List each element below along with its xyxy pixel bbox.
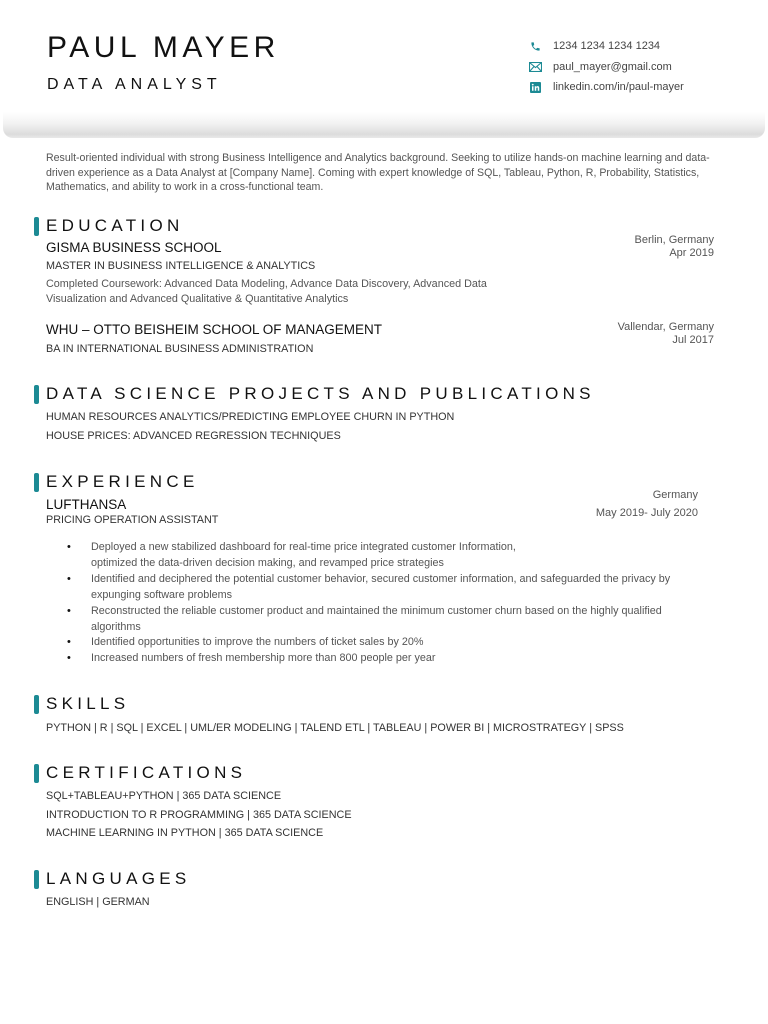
experience-heading: EXPERIENCE [46, 472, 199, 491]
accent-bar [34, 473, 39, 492]
experience-company: LUFTHANSA [46, 497, 127, 512]
certification-item: INTRODUCTION TO R PROGRAMMING | 365 DATA SCIENCE [46, 809, 352, 821]
contact-email[interactable] [528, 57, 684, 78]
education-degree-2: BA IN INTERNATIONAL BUSINESS ADMINISTRATION [46, 343, 314, 355]
education-coursework-1: Completed Coursework: Advanced Data Modeling, Advance Data Discovery, Advanced Data Visualization and Advanced Qualitative & Quantitative Analytics [46, 278, 487, 305]
education-degree-1: MASTER IN BUSINESS INTELLIGENCE & ANALYTICS [46, 260, 316, 272]
accent-bar [34, 870, 39, 889]
experience-bullets [65, 540, 735, 667]
candidate-name: PAUL MAYER [47, 31, 280, 64]
list-item: • Increased numbers of fresh membership more than 800 people per year [65, 651, 735, 667]
accent-bar [34, 217, 39, 236]
section-heading-certifications [34, 763, 246, 783]
candidate-title: DATA ANALYST [47, 76, 222, 93]
skills-list: PYTHON | R | SQL | EXCEL | UML/ER MODELING | TALEND ETL | TABLEAU | POWER BI | MICROSTRATEGY | SPSS [46, 722, 624, 734]
accent-bar [34, 764, 39, 783]
education-heading: EDUCATION [46, 216, 184, 235]
contact-phone [528, 36, 684, 57]
languages-list: ENGLISH | GERMAN [46, 896, 150, 908]
list-item: • Identified opportunities to improve the numbers of ticket sales by 20% [65, 635, 735, 651]
section-heading-languages [34, 869, 191, 889]
education-location-1: Berlin, Germany [634, 234, 714, 246]
education-school-1: GISMA BUSINESS SCHOOL [46, 240, 222, 255]
contact-info [528, 36, 684, 98]
list-item: • Reconstructed the reliable customer product and maintained the minimum customer churn based on the highly qualified algorithms [65, 604, 735, 636]
phone-icon [528, 40, 542, 52]
linkedin-link[interactable]: linkedin.com/in/paul-mayer [553, 81, 684, 94]
certifications-heading: CERTIFICATIONS [46, 763, 247, 782]
list-item: • Deployed a new stabilized dashboard for real-time price integrated customer Information, optimized the data-driven decision making, and revamped price strategies [65, 540, 735, 572]
education-meta-2 [618, 321, 714, 347]
certification-item: MACHINE LEARNING IN PYTHON | 365 DATA SCIENCE [46, 827, 324, 839]
phone-text: 1234 1234 1234 1234 [553, 40, 661, 53]
projects-heading: DATA SCIENCE PROJECTS AND PUBLICATIONS [46, 384, 595, 403]
accent-bar [34, 385, 39, 404]
professional-summary: Result-oriented individual with strong Business Intelligence and Analytics background. Seeking to utilize hands-on machine learning and data-driven experience as a Data Analyst at [Company Name]. Coming with expert knowledge of SQL, Tableau, Python, R, Probability, Statistics, Mathematics, and ability to work in a cross-functional team. [46, 152, 710, 193]
education-location-2: Vallendar, Germany [617, 321, 714, 333]
contact-linkedin[interactable] [528, 77, 684, 98]
languages-heading: LANGUAGES [46, 869, 191, 888]
project-item: HOUSE PRICES: ADVANCED REGRESSION TECHNIQUES [46, 430, 341, 442]
experience-role: PRICING OPERATION ASSISTANT [46, 514, 219, 526]
experience-date: May 2019- July 2020 [595, 507, 698, 519]
education-date-1: Apr 2019 [669, 247, 714, 259]
section-heading-projects [34, 384, 595, 404]
project-item: HUMAN RESOURCES ANALYTICS/PREDICTING EMPLOYEE CHURN IN PYTHON [46, 411, 455, 423]
section-heading-skills [34, 694, 129, 714]
linkedin-icon [528, 81, 542, 93]
education-school-2: WHU – OTTO BEISHEIM SCHOOL OF MANAGEMENT [46, 322, 383, 337]
accent-bar [34, 695, 39, 714]
skills-heading: SKILLS [46, 694, 130, 713]
email-icon [528, 61, 542, 73]
education-date-2: Jul 2017 [672, 334, 714, 346]
email-link[interactable]: paul_mayer@gmail.com [553, 60, 672, 73]
section-heading-experience [34, 472, 199, 492]
education-meta-1 [635, 234, 714, 260]
list-item: • Identified and deciphered the potential customer behavior, secured customer information, and safeguarded the privacy by expunging software problems [65, 572, 735, 604]
certification-item: SQL+TABLEAU+PYTHON | 365 DATA SCIENCE [46, 790, 282, 802]
section-heading-education [34, 216, 184, 236]
experience-location: Germany [652, 489, 698, 501]
header-divider-shadow [3, 112, 765, 138]
